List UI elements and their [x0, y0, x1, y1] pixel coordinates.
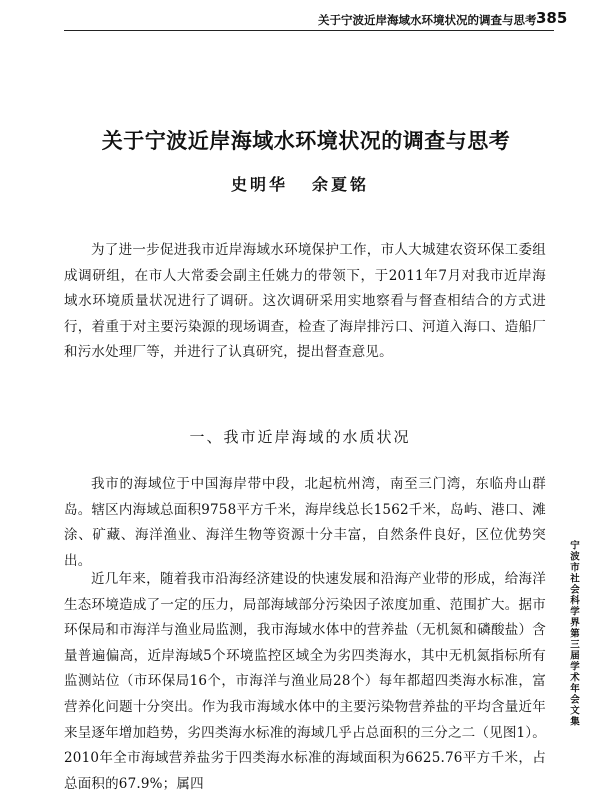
- paragraph-overview: 我市的海域位于中国海岸带中段，北起杭州湾，南至三门湾，东临舟山群岛。辖区内海域总面积9758平方千米，海岸线总长1562千米，岛屿、港口、滩涂、矿藏、海洋渔业、海洋生物等资源十分丰富，自然条件良好，区位优势突出。: [64, 476, 546, 569]
- side-collection-note: 宁波市社会科学界第三届学术年会文集: [568, 540, 579, 727]
- page-number: 385: [536, 9, 568, 27]
- running-title: 关于宁波近岸海域水环境状况的调查与思考: [318, 13, 537, 27]
- author-name: 史明华: [230, 175, 288, 194]
- paragraph-pollution: 近几年来，随着我市沿海经济建设的快速发展和沿海产业带的形成，给海洋生态环境造成了一定的压力，局部海域部分污染因子浓度加重、范围扩大。据市环保局和市海洋与渔业局监测，我市海域水体中的营养盐（无机氮和磷酸盐）含量普遍偏高，近岸海域5个环境监控区域全为劣四类海水，其中无机氮指标所有监测站位（市环保局16个，市海洋与渔业局28个）每年都超四类海水标准，富营养化问题十分突出。作为我市海域水体中的主要污染物营养盐的平均含量近年来呈逐年增加趋势，劣四类海水标准的海域几乎占总面积的三分之二（见图1）。2010年全市海域营养盐劣于四类海水标准的海域面积为6625.76平方千米，占总面积的67.9%；属四: [64, 571, 546, 791]
- paragraph-intro: 为了进一步促进我市近岸海域水环境保护工作，市人大城建农资环保工委组成调研组，在市人大常委会副主任姚力的带领下，于2011年7月对我市近岸海域水环境质量状况进行了调研。这次调研采用实地察看与督查相结合的方式进行，着重于对主要污染源的现场调查，检查了海岸排污口、河道入海口、造船厂和污水处理厂等，并进行了认真研究，提出督查意见。: [64, 242, 546, 361]
- header-divider: [64, 30, 554, 31]
- article-title: 关于宁波近岸海域水环境状况的调查与思考: [101, 128, 511, 153]
- author-name: 余夏铭: [312, 175, 370, 194]
- author-line: [0, 172, 600, 195]
- section-heading: 一、我市近岸海域的水质状况: [189, 428, 411, 446]
